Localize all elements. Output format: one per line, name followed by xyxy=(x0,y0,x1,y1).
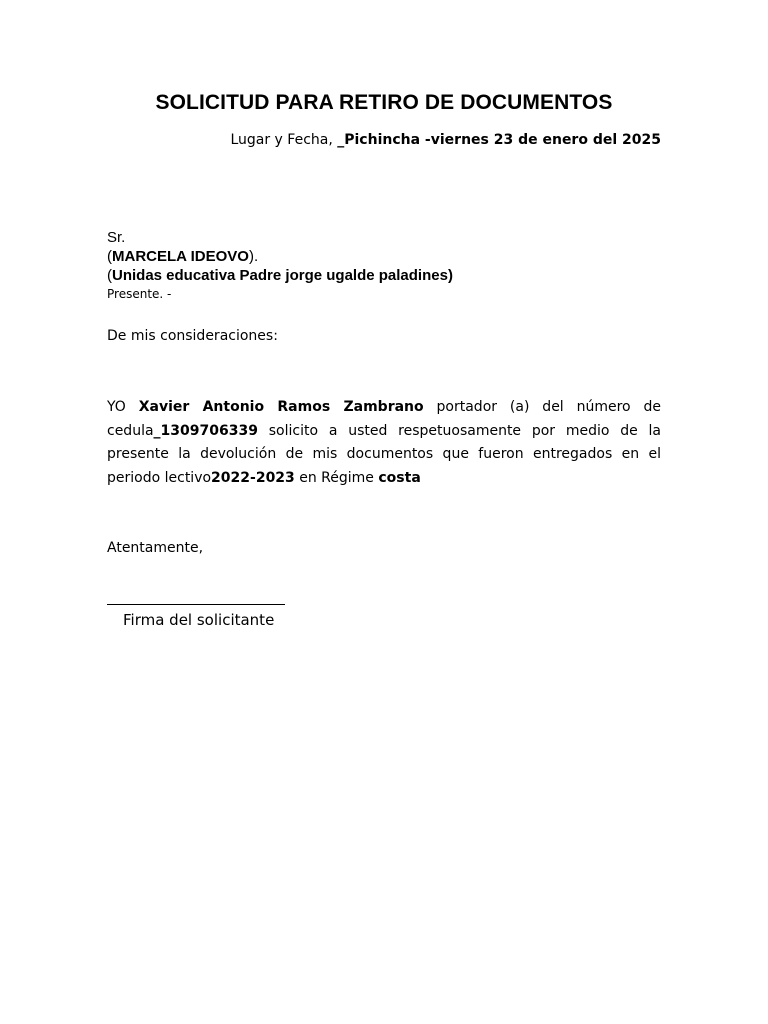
document-title: SOLICITUD PARA RETIRO DE DOCUMENTOS xyxy=(155,91,613,114)
paren-open: ( xyxy=(107,267,112,284)
date-prefix: Lugar y Fecha, xyxy=(230,132,338,148)
salutation: Sr. xyxy=(107,229,126,246)
school-period: 2022-2023 xyxy=(211,469,295,486)
signature-line xyxy=(107,604,285,605)
signature-label: Firma del solicitante xyxy=(123,611,275,629)
presente-line: Presente. - xyxy=(107,287,172,301)
id-number: _1309706339 xyxy=(153,422,258,439)
closing: Atentamente, xyxy=(107,540,204,556)
body-text-1: YO xyxy=(107,399,139,415)
considerations-line: De mis consideraciones: xyxy=(107,328,278,344)
recipient-name: MARCELA IDEOVO xyxy=(112,248,249,265)
body-text-2: portador (a) del número de cedula xyxy=(107,399,661,439)
paren-close: ) xyxy=(447,267,453,284)
paren-open: ( xyxy=(107,248,112,265)
applicant-name: Xavier Antonio Ramos Zambrano xyxy=(138,399,424,415)
region: costa xyxy=(378,469,421,486)
institution-name: Unidas educativa Padre jorge ugalde paladines xyxy=(112,267,448,284)
recipient-name-line xyxy=(107,247,453,266)
paren-close: ). xyxy=(248,248,259,265)
institution-line xyxy=(107,266,453,285)
body-text-4: en Régime xyxy=(294,469,379,486)
request-paragraph xyxy=(107,396,661,490)
date-value: _Pichincha -viernes 23 de enero del 2025 xyxy=(337,132,661,148)
place-and-date xyxy=(230,132,661,148)
recipient-block xyxy=(107,228,453,303)
body-text-3: solicito a usted respetuosamente por medio de la presente la devolución de mis documentos que fueron entregados en el periodo lectivo xyxy=(107,422,661,486)
